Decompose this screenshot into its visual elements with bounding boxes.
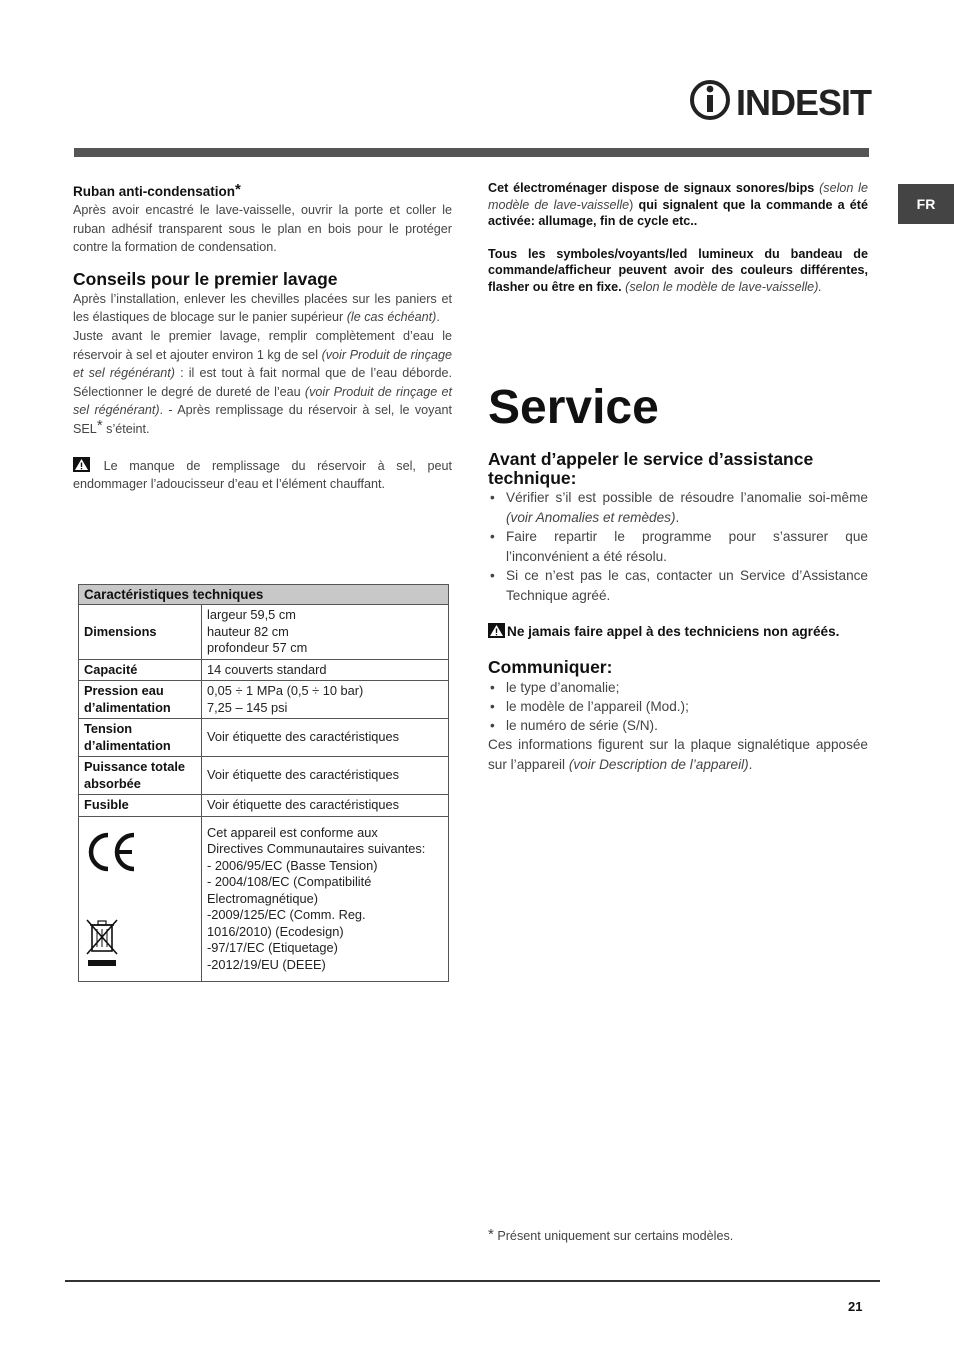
table-row	[79, 816, 449, 982]
language-tab: FR	[898, 184, 954, 224]
list-item: • le modèle de l’appareil (Mod.);	[488, 697, 868, 716]
text-run-italic: (voir Anomalies et remèdes)	[506, 509, 676, 525]
brand-name: INDESIT	[736, 82, 872, 123]
text-run-italic: (selon le modèle de lave-vaisselle).	[621, 279, 822, 294]
text-run-bold: Tous les symboles/voyants/led lumineux du bandeau de commande/afficheur peuvent avoir des couleurs différentes, flasher ou être en fixe.	[488, 246, 868, 294]
text-run-italic: (voir Produit de rinçage et sel régénérant)	[73, 347, 452, 381]
text-run: Après l’installation, enlever les chevilles placées sur les paniers et les élastiques de blocage sur le panier supérieur	[73, 291, 452, 325]
conformity-line: - 2006/95/EC (Basse Tension)	[207, 857, 378, 873]
conformity-line: Cet appareil est conforme aux	[207, 824, 378, 840]
table-row	[79, 605, 449, 660]
text-run: Si ce n’est pas le cas, contacter un Service d’Assistance Technique agréé.	[506, 568, 868, 603]
spec-key	[79, 681, 202, 719]
conseils-paragraph-1	[73, 290, 452, 327]
spec-value: 14 couverts standard	[202, 659, 449, 681]
weee-bin-icon	[84, 917, 120, 967]
text-run: .	[436, 310, 440, 325]
spec-key-line: d’alimentation	[84, 699, 171, 715]
text-run: . - Après remplissage du réservoir à sel, le voyant SEL	[73, 403, 452, 436]
service-checklist	[488, 488, 868, 605]
text-run: Faire repartir le programme pour s’assurer que l’inconvénient a été résolu.	[506, 529, 868, 564]
text-run-italic: (voir Produit de rinçage et sel régénérant)	[73, 384, 452, 418]
text-run: .	[748, 757, 753, 772]
service-subtitle: Avant d’appeler le service d’assistance technique:	[488, 449, 814, 488]
conformity-line: -2012/19/EU (DEEE)	[207, 956, 326, 972]
conformity-line: 1016/2010) (Ecodesign)	[207, 923, 344, 939]
table-row	[79, 719, 449, 757]
header-rule	[74, 148, 869, 157]
text-run: )	[629, 197, 634, 212]
list-item	[488, 488, 868, 527]
spec-value: Voir étiquette des caractéristiques	[202, 795, 449, 817]
text-run: Vérifier s’il est possible de résoudre l’anomalie soi-même	[506, 490, 868, 505]
spec-key: Fusible	[79, 795, 202, 817]
text-run: : il est tout à fait normal que de l’eau déborde. Sélectionner le degré de dureté de l’eau	[73, 366, 452, 399]
service-section	[488, 381, 868, 775]
conformity-icons	[79, 816, 202, 982]
ruban-heading	[73, 181, 452, 201]
ruban-text: Après avoir encastré le lave-vaisselle, ouvrir la porte et coller le ruban adhésif transparent sous le plan en bois pour le protéger contre la formation de condensation.	[73, 203, 452, 255]
ruban-title: Ruban anti-condensation	[73, 184, 235, 199]
spec-value: Voir étiquette des caractéristiques	[202, 757, 449, 795]
spec-value	[202, 605, 449, 660]
text-run: Juste avant le premier lavage, remplir complètement d’eau le réservoir à sel et ajouter environ 1 kg de sel	[73, 328, 452, 362]
conformity-line: Directives Communautaires suivantes:	[207, 841, 426, 856]
table-row	[79, 659, 449, 681]
communiquer-text	[488, 735, 868, 775]
page-number: 21	[848, 1299, 863, 1314]
spec-key-line: Pression eau	[84, 683, 164, 698]
conformity-line: - 2004/108/EC (Compatibilité	[207, 874, 372, 889]
spec-key: Dimensions	[79, 605, 202, 660]
text-run: s’éteint.	[102, 421, 150, 436]
conformity-line: -2009/125/EC (Comm. Reg.	[207, 907, 366, 922]
warning-text: Ne jamais faire appel à des techniciens non agréés.	[507, 624, 840, 639]
list-item	[488, 527, 868, 566]
spec-table-header: Caractéristiques techniques	[79, 585, 449, 605]
footer-rule	[65, 1280, 880, 1282]
list-item: • le numéro de série (S/N).	[488, 716, 868, 735]
indesit-logo-mark	[690, 76, 730, 124]
conseils-paragraph-2	[73, 327, 452, 439]
list-item	[488, 566, 868, 605]
salt-warning	[73, 457, 452, 494]
footnote	[488, 1226, 734, 1246]
spec-value-line: 0,05 ÷ 1 MPa (0,5 ÷ 10 bar)	[207, 683, 364, 698]
right-column	[488, 180, 868, 295]
spec-key: Capacité	[79, 659, 202, 681]
warning-icon	[488, 623, 505, 638]
conformity-line: -97/17/EC (Etiquetage)	[207, 940, 338, 955]
footnote-marker: *	[235, 181, 241, 198]
text-run-italic: (selon le modèle de lave-vaisselle	[488, 181, 868, 212]
communiquer-list	[488, 678, 868, 735]
warning-text: Le manque de remplissage du réservoir à sel, peut endommager l’adoucisseur d’eau et l’élément chauffant.	[73, 458, 452, 492]
signals-paragraph-2	[488, 246, 868, 296]
left-column	[73, 180, 452, 494]
footnote-text: Présent uniquement sur certains modèles.	[493, 1229, 734, 1243]
list-item: • le type d’anomalie;	[488, 678, 868, 697]
indesit-logo	[690, 76, 870, 124]
ce-mark-icon	[84, 831, 138, 873]
spec-key-line: d’alimentation	[84, 737, 171, 753]
spec-key-line: Tension	[84, 721, 133, 736]
spec-value	[202, 681, 449, 719]
service-title: Service	[488, 381, 659, 434]
conformity-text	[202, 816, 449, 982]
technician-warning	[488, 623, 868, 639]
spec-table	[78, 584, 449, 982]
footnote-marker: *	[96, 416, 103, 434]
spec-value: Voir étiquette des caractéristiques	[202, 719, 449, 757]
spec-value-line: profondeur 57 cm	[207, 640, 308, 655]
table-row	[79, 795, 449, 817]
conformity-line: Electromagnétique)	[207, 890, 318, 906]
footnote-marker: *	[488, 1226, 494, 1243]
text-run: .	[675, 509, 680, 525]
text-run: Ces informations figurent sur la plaque signalétique apposée sur l’appareil	[488, 737, 868, 772]
table-row	[79, 681, 449, 719]
spec-key	[79, 757, 202, 795]
spec-value-line: 7,25 – 145 psi	[207, 699, 288, 715]
communiquer-heading: Communiquer:	[488, 657, 613, 677]
spec-value-line: hauteur 82 cm	[207, 623, 289, 639]
conseils-heading: Conseils pour le premier lavage	[73, 268, 338, 289]
text-run-bold: qui signalent que la commande a été activée: allumage, fin de cycle etc..	[488, 197, 869, 228]
spec-key-line: absorbée	[84, 775, 141, 791]
spec-key	[79, 719, 202, 757]
text-run-bold: Cet électroménager dispose de signaux sonores/bips	[488, 181, 820, 195]
signals-paragraph-1	[488, 180, 868, 230]
spec-key-line: Puissance totale	[84, 759, 185, 774]
text-run-italic: (voir Description de l’appareil)	[568, 757, 749, 772]
spec-value-line: largeur 59,5 cm	[207, 607, 296, 622]
spec-table-wrapper	[78, 584, 449, 982]
text-run-italic: (le cas échéant)	[346, 310, 437, 325]
table-row	[79, 757, 449, 795]
warning-icon	[73, 457, 90, 472]
